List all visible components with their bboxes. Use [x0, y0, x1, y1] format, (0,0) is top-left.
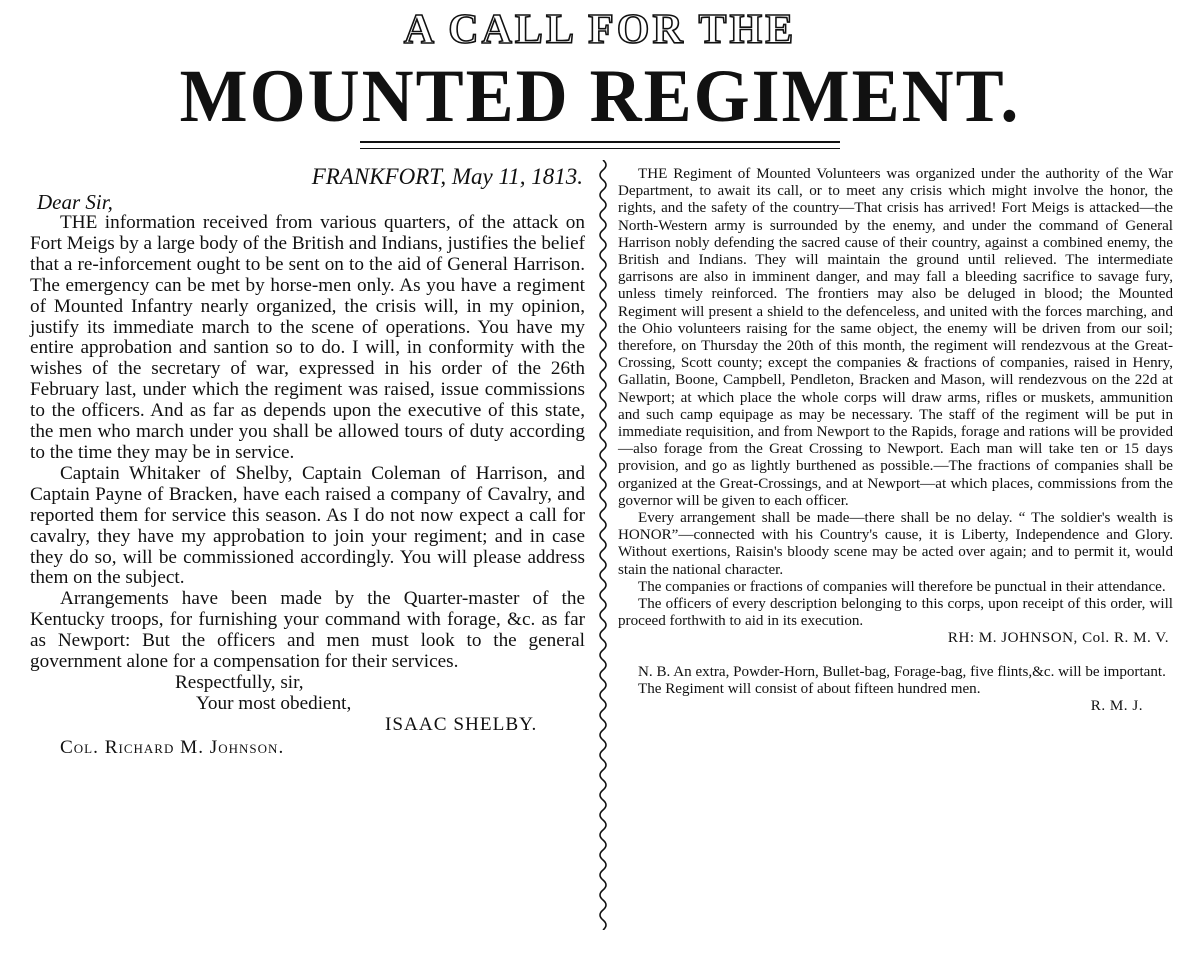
- letter-paragraph-3: Arrangements have been made by the Quarter-master of the Kentucky troops, for furnishing your command with forage, &c. as far as Newport: But the officers and men must look to the general government alone for a compensation for their services.: [30, 588, 585, 673]
- order-paragraph-2: Every arrangement shall be made—there shall be no delay. “ The soldier's wealth is HONOR”—connected with his Country's cause, it is Liberty, Independence and Glory. Without exertions, Raisin's bloody scene may be acted over again; and to permit it, would stain the national character.: [618, 510, 1173, 578]
- order-paragraph-1: THE Regiment of Mounted Volunteers was organized under the authority of the War Department, to await its call, or to meet any crisis which might involve the honor, the rights, and the safety of the country—That crisis has arrived! Fort Meigs is attacked—the North-Western army is surrounded by the enemy, and under the command of General Harrison nobly defending the sacred cause of their country, against a combined enemy, the British and Indians. They will maintain the ground until relieved. The intermediate garrisons are also in imminent danger, and may fall a bleeding sacrifice to savage fury, unless timely reinforced. The frontiers may also be deluged in blood; the Mounted Regiment will present a shield to the defenceless, and united with the forces marching, and the Ohio volunteers raising for the same object, the enemy will be driven from our soil; therefore, on Thursday the 20th of this month, the regiment will rendezvous at the Great-Crossing, Scott county; except the companies & fractions of companies, raised in Henry, Gallatin, Boone, Campbell, Pendleton, Bracken and Mason, will rendezvous on the 22d at Newport; at which place the whole corps will draw arms, rifles or muskets, ammunition and such camp equipage as may be necessary. The staff of the regiment will be put in immediate requisition, and from Newport to the Rapids, forage and rations will be provided—also forage from the Great Crossing to Newport. Each man will take ten or 15 days provision, and go as lightly burthened as possible.—The fractions of companies shall be organized at the Great-Crossings, and at Newport—at which places, commissions from the governor will be given to each officer.: [618, 166, 1173, 509]
- regiment-note: The Regiment will consist of about fifteen hundred men.: [638, 680, 981, 697]
- title-rule-thin: [360, 148, 840, 149]
- closing-line-2: Your most obedient,: [196, 692, 352, 714]
- order-paragraph-3: The companies or fractions of companies will therefore be punctual in their attendance.: [638, 578, 1166, 595]
- letter-paragraph-1: THE information received from various quarters, of the attack on Fort Meigs by a large body of the British and Indians, justifies the belief that a re-inforcement ought to be sent on to the aid of General Harrison. The emergency can be met by horse-men only. As you have a regiment of Mounted Infantry nearly organized, the crisis will, in my opinion, justify its immediate march to the scene of operations. You have my entire approbation and santion so to do. I will, in conformity with the wishes of the secretary of war, expressed in his order of the 26th February last, under which the regiment was raised, issue commissions to the officers. And as far as depends upon the executive of this state, the men who march under you shall be allowed tours of duty according to the time they may be in service.: [30, 212, 585, 463]
- order-initials: R. M. J.: [1090, 698, 1143, 715]
- order-paragraph-4: The officers of every description belonging to this corps, upon receipt of this order, will proceed forthwith to aid in its execution.: [618, 596, 1173, 630]
- heading-line-1: A CALL FOR THE: [403, 7, 797, 53]
- letter-paragraph-2: Captain Whitaker of Shelby, Captain Coleman of Harrison, and Captain Payne of Bracken, have each raised a company of Cavalry, and reported them for service this season. As I do not now expect a call for cavalry, they have my approbation to join your regiment; and in case they do so, will be commissioned accordingly. You will please address them on the subject.: [30, 462, 585, 589]
- order-signature: RH: M. JOHNSON, Col. R. M. V.: [947, 630, 1169, 647]
- heading-line-2: MOUNTED REGIMENT.: [179, 54, 1021, 138]
- closing-line-1: Respectfully, sir,: [175, 671, 304, 693]
- title-rule-thick: [360, 141, 840, 143]
- salutation: Dear Sir,: [37, 190, 113, 214]
- order-column: [618, 166, 1173, 715]
- wavy-column-divider: [596, 160, 610, 930]
- signer-name: ISAAC SHELBY.: [385, 713, 538, 735]
- addressee: Col. Richard M. Johnson.: [60, 736, 285, 758]
- dateline: FRANKFORT, May 11, 1813.: [311, 164, 583, 189]
- nota-bene: N. B. An extra, Powder-Horn, Bullet-bag, Forage-bag, five flints,&c. will be important.: [638, 663, 1166, 680]
- letter-column: [30, 163, 585, 759]
